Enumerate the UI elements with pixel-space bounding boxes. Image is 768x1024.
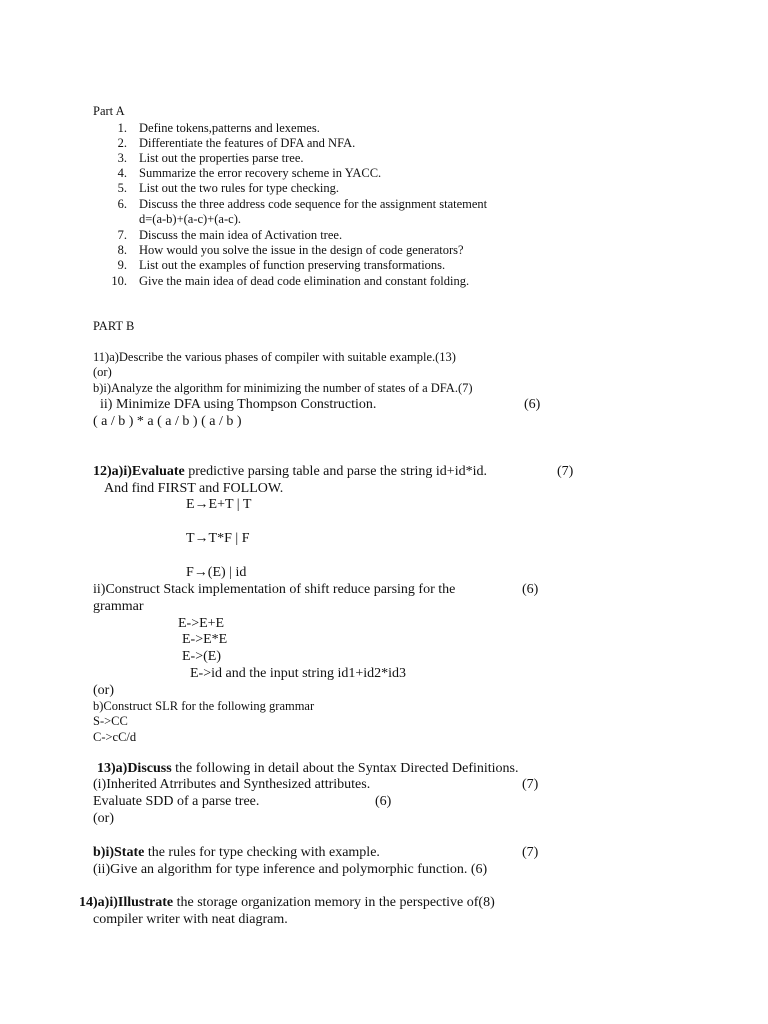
question-text: List out the two rules for type checking. bbox=[139, 181, 339, 195]
question-text: Give the main idea of dead code elimination and constant folding. bbox=[139, 274, 470, 288]
grammar-line: E→E+T | T bbox=[186, 497, 252, 512]
grammar-line: F→(E) | id bbox=[186, 565, 247, 580]
q13-bi-body: the rules for type checking with example. bbox=[144, 845, 380, 860]
question-text: List out the examples of function preserving transformations. bbox=[139, 258, 446, 272]
grammar-line: E->E*E bbox=[182, 632, 228, 647]
q11-or: (or) bbox=[93, 365, 112, 379]
q13-a-text bbox=[97, 762, 519, 776]
question-text: How would you solve the issue in the design of code generators? bbox=[139, 243, 464, 257]
grammar-line: T→T*F | F bbox=[186, 531, 250, 546]
part-a-title: Part A bbox=[93, 104, 125, 118]
q12-ai-text bbox=[93, 465, 487, 479]
question-text: Summarize the error recovery scheme in YACC. bbox=[139, 166, 382, 180]
q12-ai-body: predictive parsing table and parse the string id+id*id. bbox=[184, 464, 487, 479]
q13-bi-text bbox=[93, 846, 380, 860]
q14-ai-text bbox=[79, 896, 495, 910]
q12-aii-text: ii)Construct Stack implementation of shift reduce parsing for the bbox=[93, 582, 456, 597]
q11-bii-text: ii) Minimize DFA using Thompson Construction. bbox=[100, 397, 377, 412]
question-number: 1. bbox=[117, 121, 127, 135]
q13-a-body: the following in detail about the Syntax Directed Definitions. bbox=[171, 761, 519, 776]
q12-or: (or) bbox=[93, 683, 114, 698]
q14-ai-body: the storage organization memory in the perspective of(8) bbox=[173, 895, 495, 910]
grammar-line: S->CC bbox=[93, 714, 128, 728]
q11-regex: ( a / b ) * a ( a / b ) ( a / b ) bbox=[93, 414, 242, 429]
q12-ai-marks: (7) bbox=[557, 464, 574, 479]
q12-b-text: b)Construct SLR for the following grammar bbox=[93, 699, 315, 713]
question-number: 4. bbox=[117, 166, 127, 180]
q12-aii-continued: grammar bbox=[93, 599, 144, 614]
question-text: List out the properties parse tree. bbox=[139, 151, 304, 165]
q13-aii-marks: (6) bbox=[375, 794, 392, 809]
question-text-continued: d=(a-b)+(a-c)+(a-c). bbox=[139, 212, 241, 226]
grammar-line: E->id and the input string id1+id2*id3 bbox=[190, 666, 407, 681]
question-number: 3. bbox=[117, 151, 127, 165]
question-text: Discuss the three address code sequence for the assignment statement bbox=[139, 197, 488, 211]
question-text: Discuss the main idea of Activation tree. bbox=[139, 228, 343, 242]
question-number: 9. bbox=[117, 258, 127, 272]
question-text: Differentiate the features of DFA and NFA. bbox=[139, 136, 356, 150]
grammar-line: C->cC/d bbox=[93, 730, 137, 744]
grammar-line: E->(E) bbox=[182, 649, 221, 664]
grammar-line: E->E+E bbox=[178, 616, 225, 631]
q12-aii-marks: (6) bbox=[522, 582, 539, 597]
q13-or: (or) bbox=[93, 811, 114, 826]
q13-ai-marks: (7) bbox=[522, 777, 539, 792]
question-number: 5. bbox=[117, 181, 127, 195]
q11-a-text: 11)a)Describe the various phases of compiler with suitable example.(13) bbox=[93, 350, 456, 364]
question-number: 2. bbox=[117, 136, 127, 150]
q14-ai-continued: compiler writer with neat diagram. bbox=[93, 912, 288, 927]
q13-a-label: 13)a)Discuss bbox=[97, 761, 172, 776]
q11-bi-text: b)i)Analyze the algorithm for minimizing the number of states of a DFA.(7) bbox=[93, 381, 473, 395]
q13-bi-label: b)i)State bbox=[93, 845, 145, 860]
question-text: Define tokens,patterns and lexemes. bbox=[139, 121, 320, 135]
q13-ai-text: (i)Inherited Atrributes and Synthesized attributes. bbox=[93, 777, 371, 792]
part-b-title: PART B bbox=[93, 319, 135, 333]
q12-ai-continued: And find FIRST and FOLLOW. bbox=[104, 481, 284, 496]
q14-ai-label: 14)a)i)Illustrate bbox=[79, 895, 174, 910]
question-number: 6. bbox=[117, 197, 127, 211]
q13-aii-text: Evaluate SDD of a parse tree. bbox=[93, 794, 260, 809]
q12-ai-label: 12)a)i)Evaluate bbox=[93, 464, 185, 479]
q13-bi-marks: (7) bbox=[522, 845, 539, 860]
q11-bii-marks: (6) bbox=[524, 397, 541, 412]
question-number: 7. bbox=[117, 228, 127, 242]
q13-bii-text: (ii)Give an algorithm for type inference and polymorphic function. (6) bbox=[93, 862, 488, 877]
question-number: 10. bbox=[111, 274, 127, 288]
question-number: 8. bbox=[117, 243, 127, 257]
